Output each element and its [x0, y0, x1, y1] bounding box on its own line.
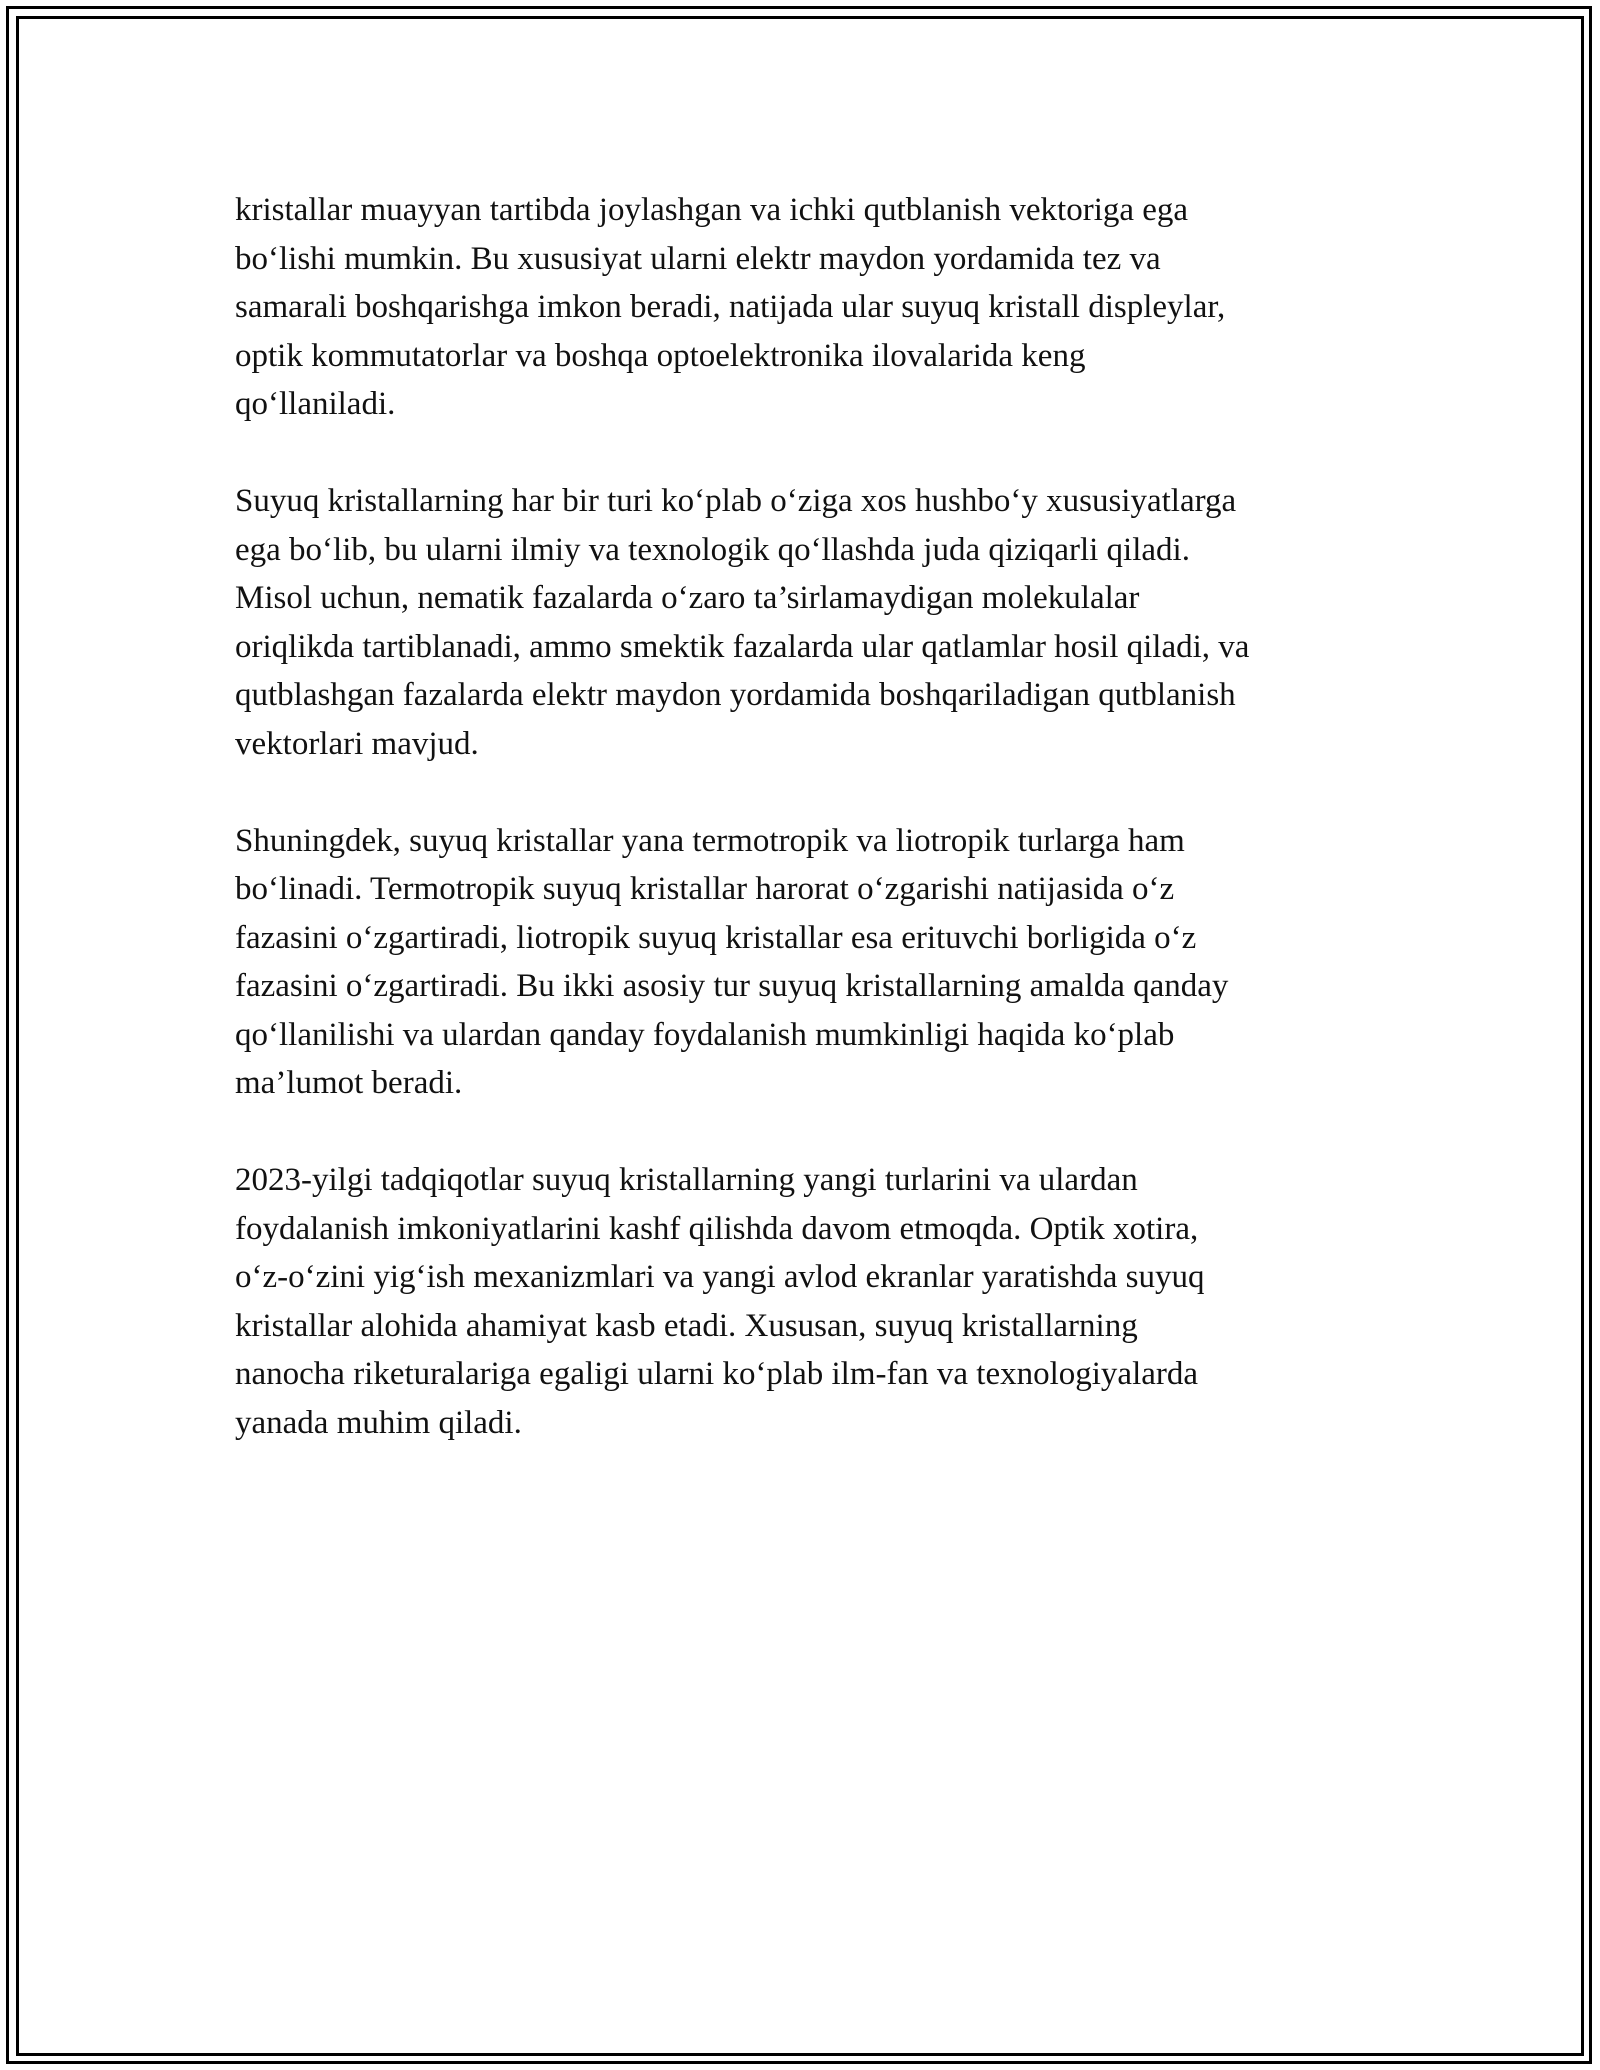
text-line: 2023-yilgi tadqiqotlar suyuq kristallarning yangi turlarini va ulardan: [235, 1162, 1138, 1198]
text-line: vektorlari mavjud.: [235, 725, 479, 762]
text-line: o‘z-o‘zini yig‘ish mexanizmlari va yangi avlod ekranlar yaratishda suyuq: [235, 1259, 1205, 1295]
text-line: yanada muhim qiladi.: [235, 1404, 522, 1441]
paragraph-4: [235, 1156, 1395, 1447]
text-line: Misol uchun, nematik fazalarda o‘zaro ta’sirlamaydigan molekulalar: [235, 580, 1140, 616]
text-line: qo‘llanilishi va ulardan qanday foydalanish mumkinligi haqida ko‘plab: [235, 1016, 1175, 1053]
text-line: kristallar muayyan tartibda joylashgan va ichki qutblanish vektoriga ega: [235, 192, 1189, 228]
text-line: qo‘llaniladi.: [235, 386, 396, 422]
text-line: nanocha riketuralariga egaligi ularni ko‘plab ilm-fan va texnologiyalarda: [235, 1356, 1199, 1392]
text-line: oriqlikda tartiblanadi, ammo smektik fazalarda ular qatlamlar hosil qiladi, va: [235, 628, 1250, 665]
text-line: bo‘lishi mumkin. Bu xususiyat ularni elektr maydon yordamida tez va: [235, 240, 1161, 277]
text-line: fazasini o‘zgartiradi, liotropik suyuq kristallar esa erituvchi borligida o‘z: [235, 919, 1197, 956]
text-line: ega bo‘lib, bu ularni ilmiy va texnologik qo‘llashda juda qiziqarli qiladi.: [235, 531, 1190, 568]
text-line: Shuningdek, suyuq kristallar yana termotropik va liotropik turlarga ham: [235, 822, 1185, 859]
text-line: foydalanish imkoniyatlarini kashf qilishda davom etmoqda. Optik xotira,: [235, 1210, 1199, 1247]
paragraph-2: [235, 477, 1395, 768]
text-line: ma’lumot beradi.: [235, 1065, 463, 1101]
text-line: kristallar alohida ahamiyat kasb etadi. Xususan, suyuq kristallarning: [235, 1307, 1138, 1344]
text-line: Suyuq kristallarning har bir turi ko‘plab o‘ziga xos hushbo‘y xususiyatlarga: [235, 483, 1237, 519]
document-body: [235, 186, 1395, 1496]
text-line: samarali boshqarishga imkon beradi, natijada ular suyuq kristall displeylar,: [235, 289, 1226, 325]
paragraph-3: [235, 817, 1395, 1108]
paragraph-1: [235, 186, 1395, 429]
text-line: optik kommutatorlar va boshqa optoelektronika ilovalarida keng: [235, 337, 1086, 374]
text-line: qutblashgan fazalarda elektr maydon yordamida boshqariladigan qutblanish: [235, 677, 1236, 713]
text-line: bo‘linadi. Termotropik suyuq kristallar harorat o‘zgarishi natijasida o‘z: [235, 871, 1175, 907]
text-line: fazasini o‘zgartiradi. Bu ikki asosiy tur suyuq kristallarning amalda qanday: [235, 968, 1229, 1004]
